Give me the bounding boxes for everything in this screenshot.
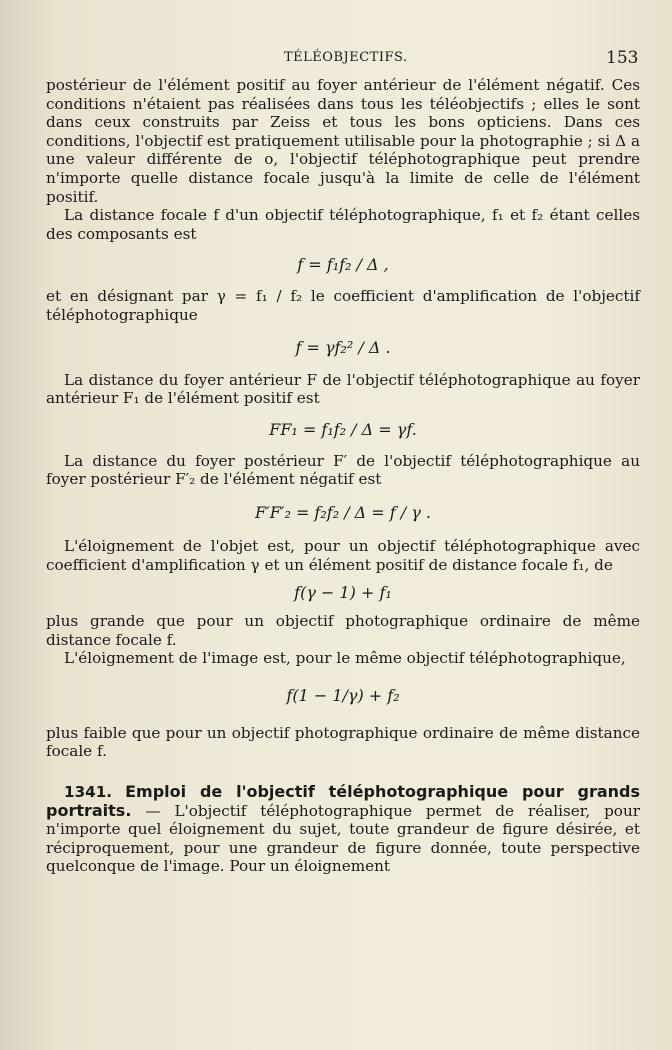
paragraph-image-distance: L'éloignement de l'image est, pour le même objectif téléphotographique,	[64, 649, 626, 668]
section-number: 1341.	[64, 783, 113, 802]
section-1341	[46, 783, 640, 876]
paragraph-object-distance: L'éloignement de l'objet est, pour un objectif téléphotographique avec coefficient d'amplification γ et un élément positif de distance focale f₁, de	[46, 536, 640, 574]
paragraph-anterior-focus: La distance du foyer antérieur F de l'objectif téléphotographique au foyer antérieur F₁ de l'élément positif est	[46, 370, 640, 408]
paragraph-focal-distance: La distance focale f d'un objectif téléphotographique, f₁ et f₂ étant celles des composants est	[46, 206, 640, 243]
formula-ff1: FF₁ = f₁f₂ / Δ = γf.	[269, 419, 417, 439]
section-title: Emploi de l'objectif téléphotographique pour grands portraits.	[46, 782, 640, 820]
body-text	[46, 76, 640, 876]
paragraph-posterior-focus: La distance du foyer postérieur F′ de l'objectif téléphotographique au foyer postérieur F′₂ de l'élément négatif est	[46, 451, 640, 489]
formula-focal-length: f = f₁f₂ / Δ ,	[297, 255, 389, 275]
paragraph-continuation: postérieur de l'élément positif au foyer antérieur de l'élément négatif. Ces conditions n'étaient pas réalisées dans tous les téléobjectifs ; elles le sont dans ceux construits par Zeiss et tous les bons opticiens. Dans ces conditions, l'objectif est pratiquement utilisable pour la photographie ; si Δ a une valeur différente de o, l'objectif téléphotographique peut prendre n'importe quelle distance focale jusqu'à la limite de celle de l'élément positif.	[46, 76, 640, 206]
paragraph-greater: plus grande que pour un objectif photographique ordinaire de même distance focale f.	[46, 612, 640, 649]
formula-focal-gamma: f = γf₂² / Δ .	[295, 337, 391, 357]
paragraph-smaller: plus faible que pour un objectif photographique ordinaire de même distance focale f.	[46, 723, 640, 761]
section-text: — L'objectif téléphotographique permet de réaliser, pour n'importe quel éloignement du sujet, toute grandeur de figure désirée, et réciproquement, pour une grandeur de figure donnée, toute perspective quelconque de l'image. Pour un éloignement	[46, 801, 640, 876]
paragraph-amplification: et en désignant par γ = f₁ / f₂ le coefficient d'amplification de l'objectif téléphotographique	[46, 287, 640, 324]
formula-object-distance: f(γ − 1) + f₁	[294, 583, 392, 603]
page-number: 153	[606, 48, 639, 68]
formula-image-distance: f(1 − 1/γ) + f₂	[286, 685, 400, 705]
running-title: TÉLÉOBJECTIFS.	[284, 50, 408, 65]
formula-fprime: F′F′₂ = f₂f₂ / Δ = f / γ .	[254, 502, 432, 522]
running-head	[0, 50, 672, 72]
